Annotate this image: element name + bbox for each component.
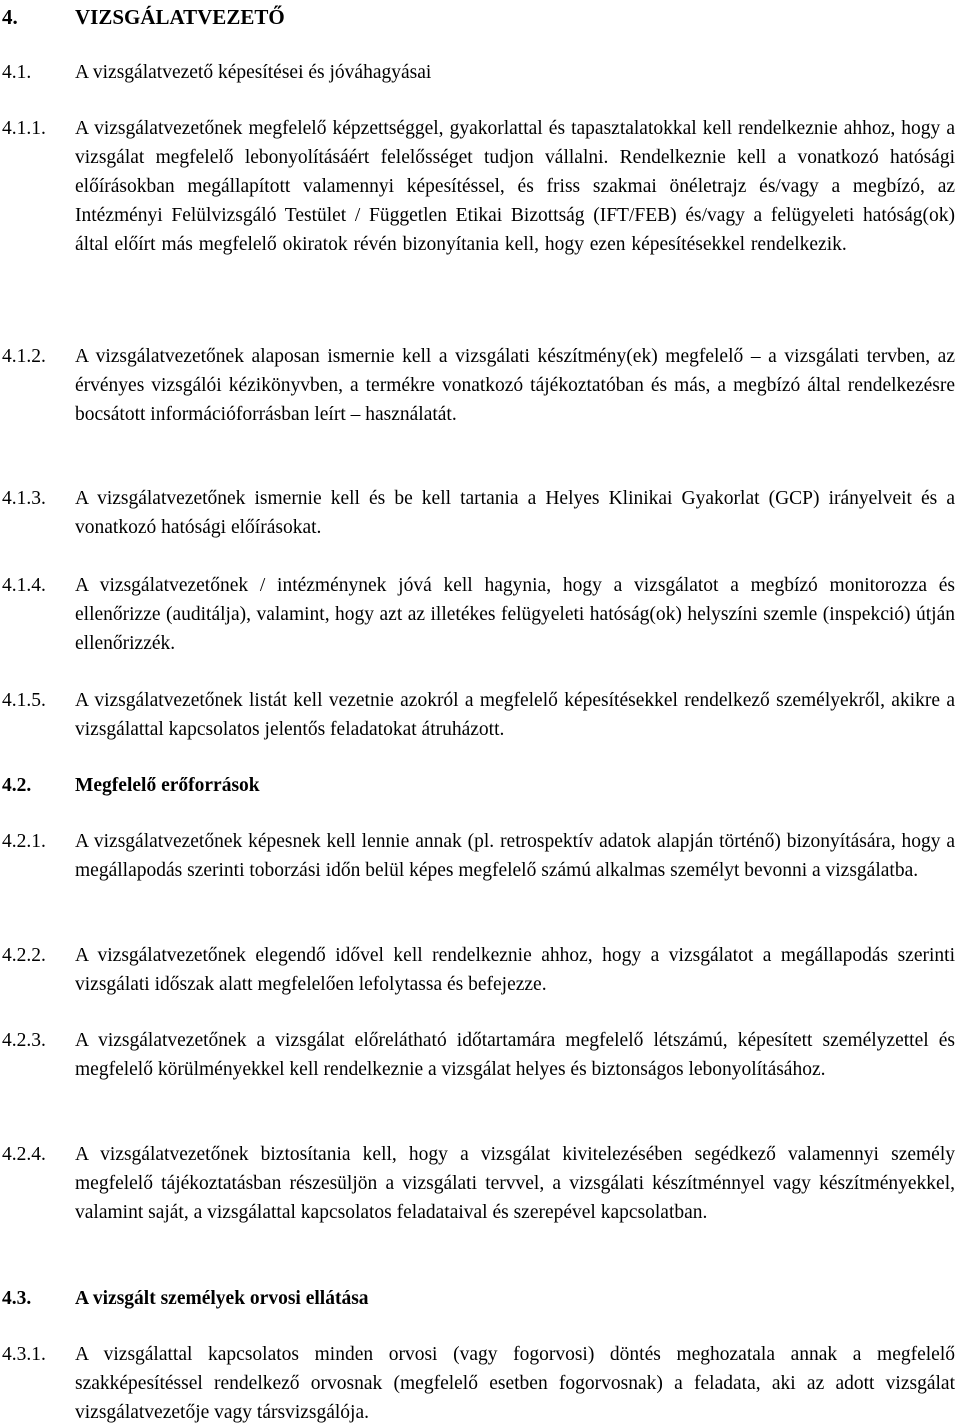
paragraph-text: A vizsgálatvezetőnek elegendő idővel kell rendelkeznie ahhoz, hogy a vizsgálatot a megállapodás szerinti vizsgálati időszak alatt megfelelően lefolytassa és befejezze. [75, 945, 955, 995]
paragraph-number: 4.3.1. [2, 1344, 46, 1365]
paragraph-text: A vizsgálatvezetőnek ismernie kell és be kell tartania a Helyes Klinikai Gyakorlat (GCP) irányelveit és a vonatkozó hatósági előírásokat. [75, 488, 955, 538]
section-number: 4.3. [2, 1288, 32, 1309]
section-title: A vizsgálatvezető képesítései és jóváhagyásai [75, 62, 432, 83]
paragraph-number: 4.1.1. [2, 118, 46, 139]
paragraph-number: 4.1.2. [2, 346, 46, 367]
section-number: 4.2. [2, 775, 32, 796]
paragraph-number: 4.1.3. [2, 488, 46, 509]
section-number: 4.1. [2, 62, 32, 83]
paragraph-text: A vizsgálattal kapcsolatos minden orvosi (vagy fogorvosi) döntés meghozatala annak a megfelelő szakképesítéssel rendelkező orvosnak (megfelelő esetben fogorvosnak) a feladata, aki az adott vizsgálat vizsgálatvezetője vagy társvizsgálója. [75, 1344, 955, 1423]
paragraph-text: A vizsgálatvezetőnek alaposan ismernie kell a vizsgálati készítmény(ek) megfelelő – a vizsgálati tervben, az érvényes vizsgálói kézikönyvben, a termékre vonatkozó tájékoztatóban és más, a megbízó által rendelkezésre bocsátott információforrásban leírt – használatát. [75, 346, 955, 425]
paragraph-number: 4.2.1. [2, 831, 46, 852]
chapter-title: VIZSGÁLATVEZETŐ [75, 5, 285, 29]
paragraph-number: 4.2.2. [2, 945, 46, 966]
chapter-number: 4. [2, 5, 18, 29]
paragraph-number: 4.2.3. [2, 1030, 46, 1051]
paragraph-text: A vizsgálatvezetőnek / intézménynek jóvá kell hagynia, hogy a vizsgálatot a megbízó monitorozza és ellenőrizze (auditálja), valamint, hogy azt az illetékes felügyeleti hatóság(ok) helyszíni szemle (inspekció) útján ellenőrizzék. [75, 575, 955, 654]
paragraph-text: A vizsgálatvezetőnek megfelelő képzettséggel, gyakorlattal és tapasztalatokkal kell rendelkeznie ahhoz, hogy a vizsgálat megfelelő lebonyolításáért felelősséget tudjon vállalni. Rendelkeznie kell a vonatkozó hatósági előírásokban megállapított valamennyi képesítéssel, és friss szakmai önéletrajz és/vagy a megbízó, az Intézményi Felülvizsgáló Testület / Független Etikai Bizottság (IFT/FEB) és/vagy a felügyeleti hatóság(ok) által előírt más megfelelő okiratok révén bizonyítania kell, hogy ezen képesítésekkel rendelkezik. [75, 118, 955, 255]
paragraph-text: A vizsgálatvezetőnek biztosítania kell, hogy a vizsgálat kivitelezésében segédkező valamennyi személy megfelelő tájékoztatásban részesüljön a vizsgálati tervvel, a vizsgálati készítménnyel vagy készítményekkel, valamint saját, a vizsgálattal kapcsolatos feladataival és szerepével kapcsolatban. [75, 1144, 955, 1223]
paragraph-number: 4.1.5. [2, 690, 46, 711]
section-title: Megfelelő erőforrások [75, 775, 260, 796]
paragraph-number: 4.2.4. [2, 1144, 46, 1165]
paragraph-text: A vizsgálatvezetőnek képesnek kell lennie annak (pl. retrospektív adatok alapján történő) bizonyítására, hogy a megállapodás szerinti toborzási időn belül képes megfelelő számú alkalmas személyt bevonni a vizsgálatba. [75, 831, 955, 881]
paragraph-text: A vizsgálatvezetőnek listát kell vezetnie azokról a megfelelő képesítésekkel rendelkező személyekről, akikre a vizsgálattal kapcsolatos jelentős feladatokat átruházott. [75, 690, 955, 740]
section-title: A vizsgált személyek orvosi ellátása [75, 1288, 369, 1309]
paragraph-text: A vizsgálatvezetőnek a vizsgálat előrelátható időtartamára megfelelő létszámú, képesített személyzettel és megfelelő körülményekkel kell rendelkeznie a vizsgálat helyes és biztonságos lebonyolításához. [75, 1030, 955, 1080]
paragraph-number: 4.1.4. [2, 575, 46, 596]
